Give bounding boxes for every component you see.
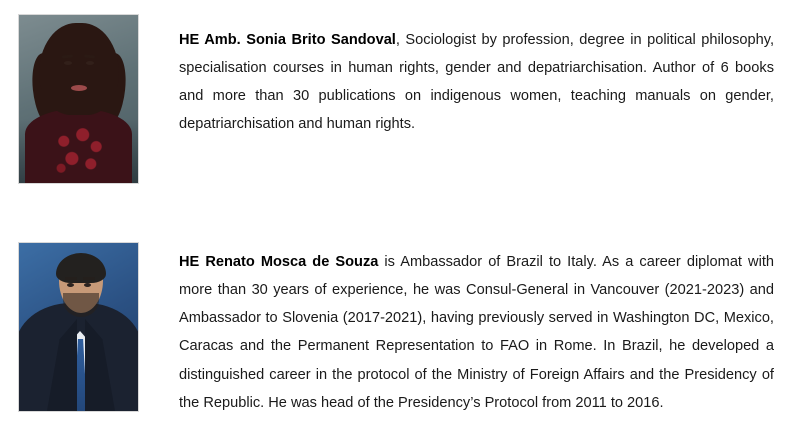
lace-pattern — [53, 125, 107, 179]
eyebrow-left — [65, 277, 77, 280]
mouth — [71, 85, 87, 91]
eye-left — [64, 61, 72, 65]
biography-text — [139, 14, 774, 139]
person-name: HE Amb. Sonia Brito Sandoval — [179, 32, 396, 48]
eyebrow-right — [83, 277, 95, 280]
person-bio: , Sociologist by profession, degree in political philosophy, specialisation courses in human rights, gender and depatriarchisation. Author of 6 books and more than 30 publications on indigenous women, teaching manuals on gender, depatriarchisation and human rights. — [179, 32, 774, 133]
portrait-sonia-brito-sandoval — [18, 14, 139, 184]
person-name: HE Renato Mosca de Souza — [179, 254, 379, 270]
eye-right — [86, 61, 94, 65]
portrait-renato-mosca-de-souza — [18, 242, 139, 412]
person-bio: is Ambassador of Brazil to Italy. As a career diplomat with more than 30 years of experience, he was Consul-General in Vancouver (2021-2023) and Ambassador to Slovenia (2017-2021), having previously served in Washington DC, Mexico, Caracas and the Permanent Representation to FAO in Rome. In Brazil, he developed a distinguished career in the protocol of the Ministry of Foreign Affairs and the Presidency of the Republic. He was head of the Presidency’s Protocol from 2011 to 2016. — [179, 254, 774, 411]
biography-entry — [18, 14, 774, 184]
biography-text — [139, 238, 774, 417]
hair-top — [39, 23, 119, 115]
biography-entry — [18, 238, 774, 417]
eye-left — [67, 283, 74, 287]
eye-right — [84, 283, 91, 287]
